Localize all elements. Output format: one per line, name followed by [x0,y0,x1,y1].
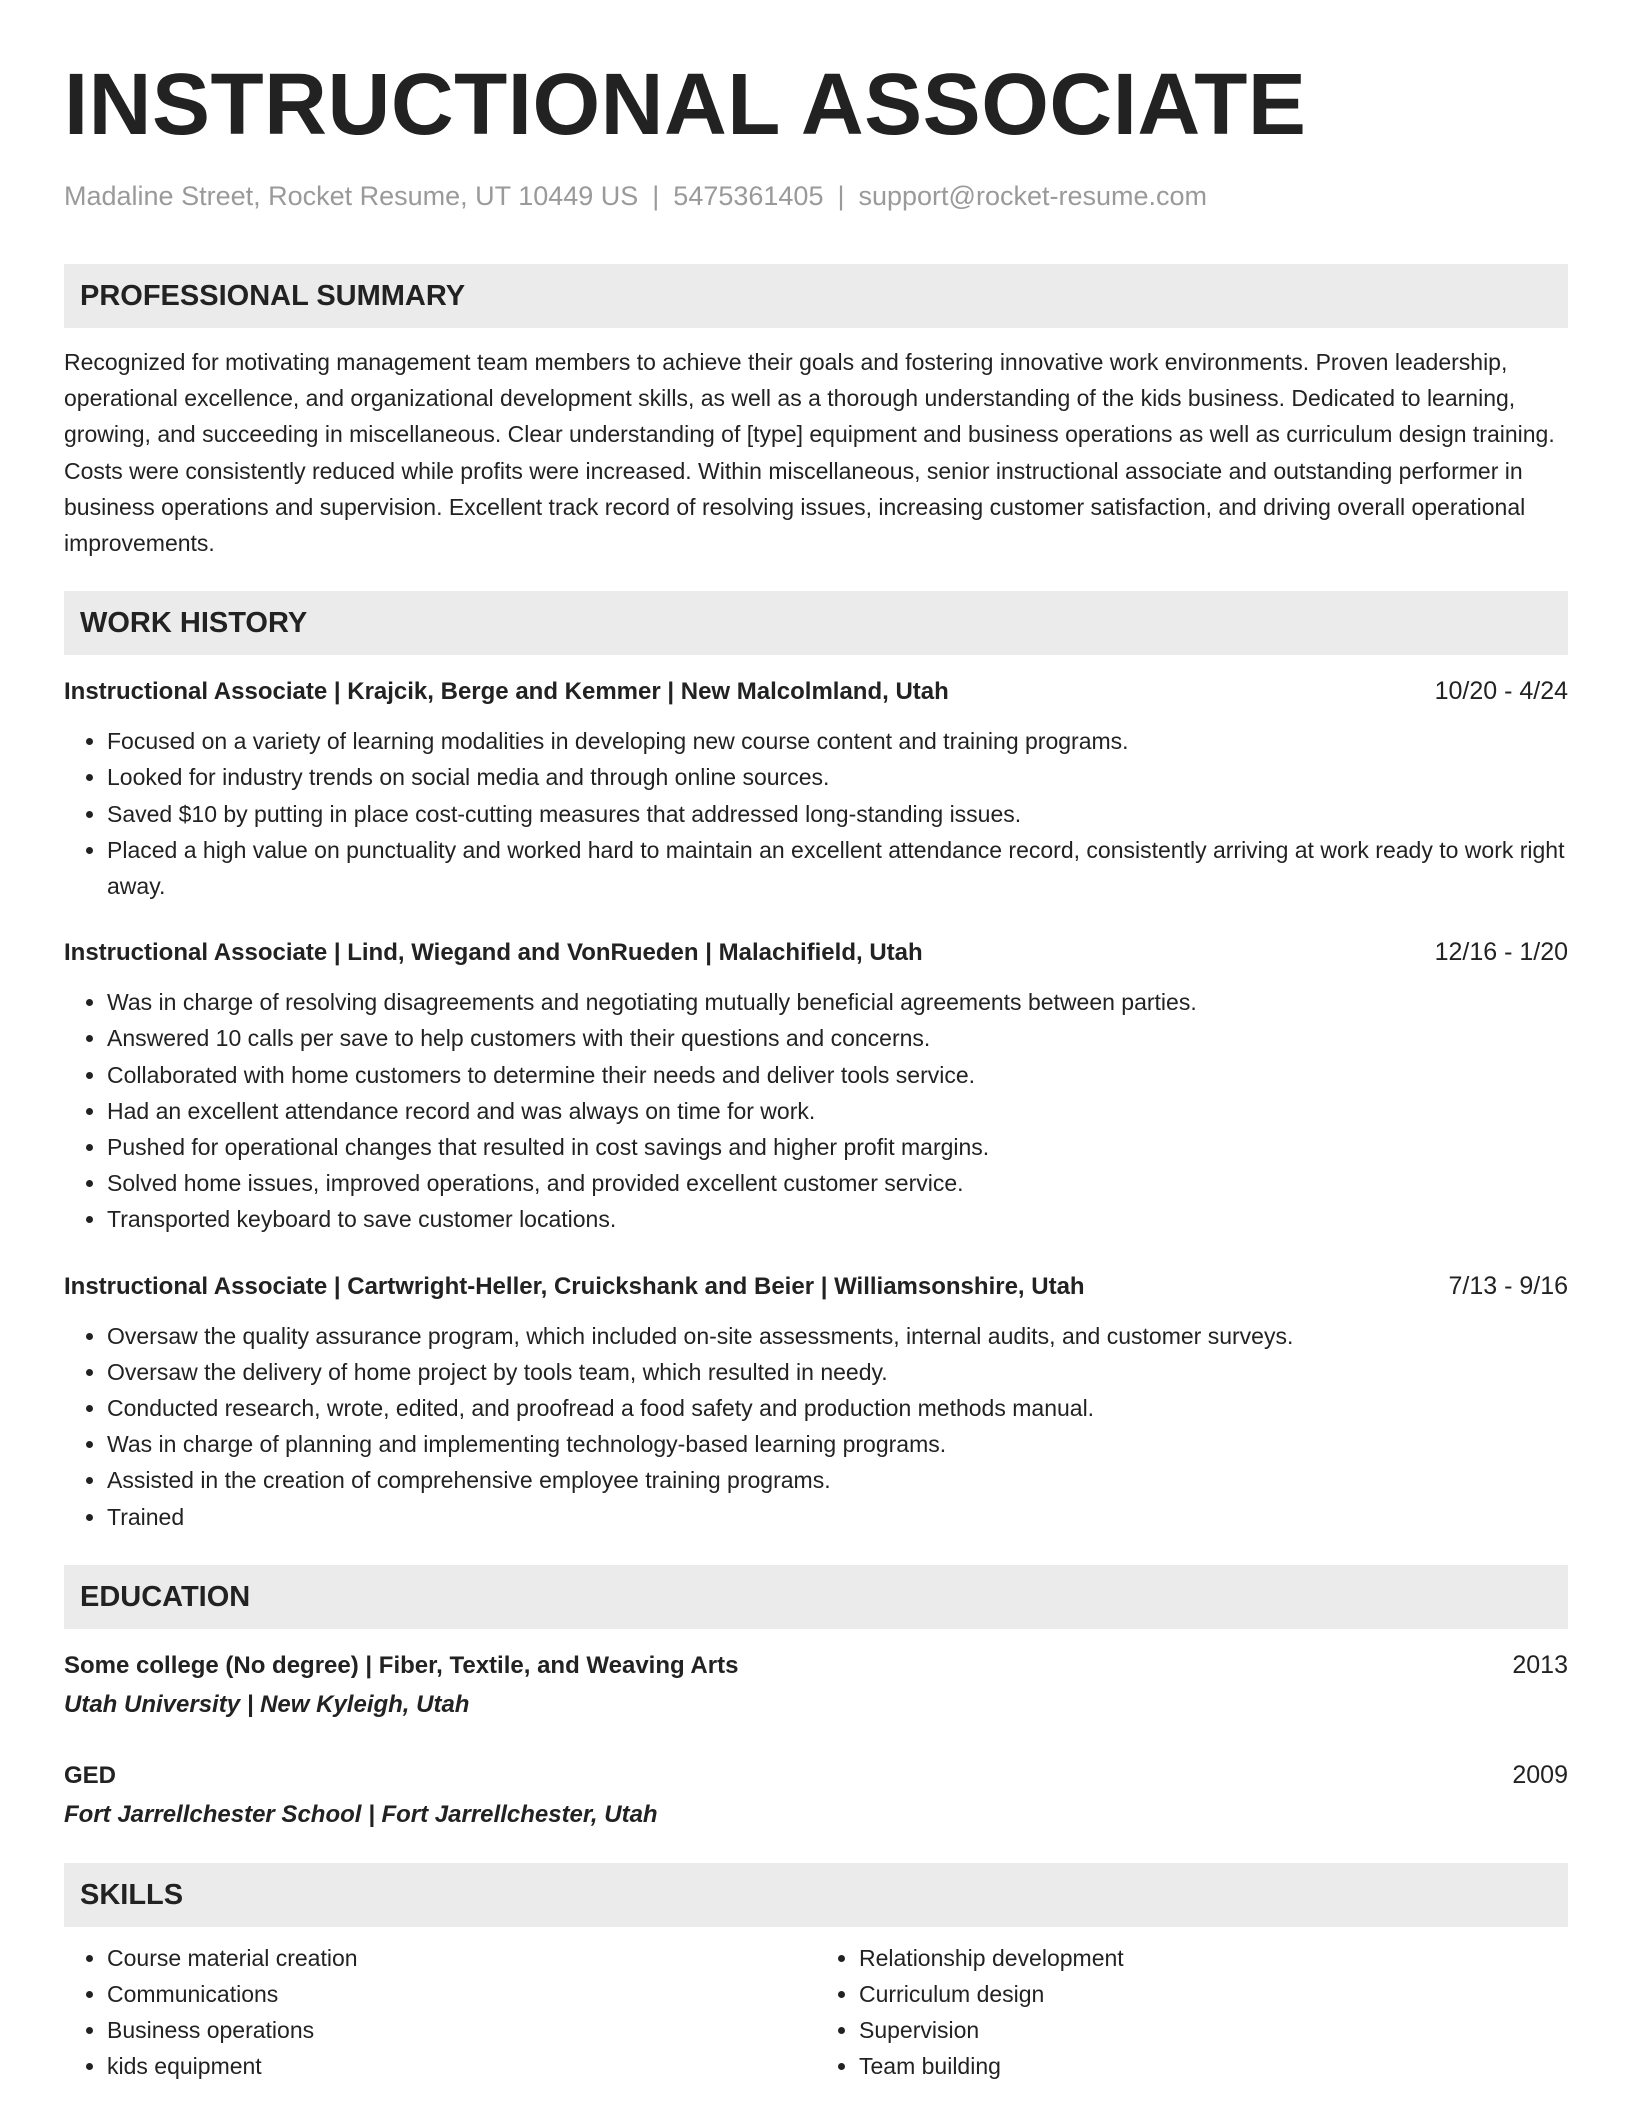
education-year: 2013 [1512,1650,1568,1679]
skill-item: • Curriculum design [859,1976,1568,2012]
job-entry [64,673,1568,904]
section-header-education: EDUCATION [64,1565,1568,1629]
job-bullet: • Placed a high value on punctuality and worked hard to maintain an excellent attendance record, consistently arriving at work ready to work right away. [107,832,1568,904]
job-header [64,934,1568,971]
job-bullet: • Was in charge of planning and implementing technology-based learning programs. [107,1426,1568,1462]
contact-address: Madaline Street, Rocket Resume, UT 10449 US [64,181,639,211]
job-bullets [64,984,1568,1237]
job-dates: 10/20 - 4/24 [1434,677,1568,706]
job-bullet: • Focused on a variety of learning modalities in developing new course content and training programs. [107,723,1568,759]
skill-item: • Communications [107,1976,816,2012]
skill-item: • kids equipment [107,2048,816,2084]
skills-list [64,1940,1568,2085]
skill-item: • Business operations [107,2012,816,2048]
skill-item: • Course material creation [107,1940,816,1976]
job-bullet: • Was in charge of resolving disagreements and negotiating mutually beneficial agreements between parties. [107,984,1568,1020]
job-title: Instructional Associate | Cartwright-Heller, Cruickshank and Beier | Williamsonshire, Utah [64,1272,1085,1300]
job-bullet: • Collaborated with home customers to determine their needs and deliver tools service. [107,1057,1568,1093]
candidate-name: INSTRUCTIONAL ASSOCIATE [64,56,1307,153]
skill-item: • Team building [859,2048,1568,2084]
job-title: Instructional Associate | Lind, Wiegand and VonRueden | Malachifield, Utah [64,939,923,967]
summary-text: Recognized for motivating management team members to achieve their goals and fostering innovative work environments. Proven leadership, operational excellence, and organizational development skills, as well as a thorough understanding of the kids business. Dedicated to learning, growing, and succeeding in miscellaneous. Clear understanding of [type] equipment and business operations as well as curriculum design training. Costs were consistently reduced while profits were increased. Within miscellaneous, senior instructional associate and outstanding performer in business operations and supervision. Excellent track record of resolving issues, increasing customer satisfaction, and driving overall operational improvements. [64,349,1555,557]
job-bullet: • Pushed for operational changes that resulted in cost savings and higher profit margins. [107,1129,1568,1165]
contact-separator: | [837,181,845,211]
education-degree: GED [64,1761,117,1789]
job-bullet: • Answered 10 calls per save to help customers with their questions and concerns. [107,1020,1568,1056]
education-entry [64,1757,1568,1833]
contact-line [64,178,1568,214]
contact-separator: | [652,181,660,211]
job-entry [64,934,1568,1237]
job-bullet: • Solved home issues, improved operations, and provided excellent customer service. [107,1165,1568,1201]
job-bullet: • Had an excellent attendance record and was always on time for work. [107,1093,1568,1129]
skills-column-left [64,1940,816,2085]
section-header-work-history: WORK HISTORY [64,591,1568,655]
job-bullet: • Transported keyboard to save customer locations. [107,1201,1568,1237]
contact-email: support@rocket-resume.com [858,181,1208,211]
job-bullet: • Conducted research, wrote, edited, and proofread a food safety and production methods manual. [107,1390,1568,1426]
job-bullets [64,723,1568,904]
skill-item: • Relationship development [859,1940,1568,1976]
job-bullet: • Oversaw the delivery of home project by tools team, which resulted in needy. [107,1354,1568,1390]
job-title: Instructional Associate | Krajcik, Berge and Kemmer | New Malcolmland, Utah [64,678,949,706]
job-header [64,673,1568,710]
education-entry [64,1647,1568,1723]
education-year: 2009 [1512,1760,1568,1789]
job-dates: 12/16 - 1/20 [1434,938,1568,967]
skill-item: • Supervision [859,2012,1568,2048]
job-entry [64,1268,1568,1535]
job-bullet: • Oversaw the quality assurance program, which included on-site assessments, internal audits, and customer surveys. [107,1318,1568,1354]
job-bullet: • Saved $10 by putting in place cost-cutting measures that addressed long-standing issues. [107,796,1568,832]
education-header [64,1757,1568,1794]
job-bullet: • Assisted in the creation of comprehensive employee training programs. [107,1462,1568,1498]
education-school: Utah University | New Kyleigh, Utah [64,1690,470,1718]
contact-phone: 5475361405 [673,181,824,211]
job-header [64,1268,1568,1305]
education-degree: Some college (No degree) | Fiber, Textile, and Weaving Arts [64,1651,739,1679]
skills-column-right [816,1940,1568,2085]
section-header-skills: SKILLS [64,1863,1568,1927]
education-header [64,1647,1568,1684]
job-bullet: • Trained [107,1499,1568,1535]
section-header-summary: PROFESSIONAL SUMMARY [64,264,1568,328]
job-bullet: • Looked for industry trends on social media and through online sources. [107,759,1568,795]
education-school: Fort Jarrellchester School | Fort Jarrellchester, Utah [64,1800,658,1828]
job-dates: 7/13 - 9/16 [1448,1271,1568,1300]
job-bullets [64,1318,1568,1535]
